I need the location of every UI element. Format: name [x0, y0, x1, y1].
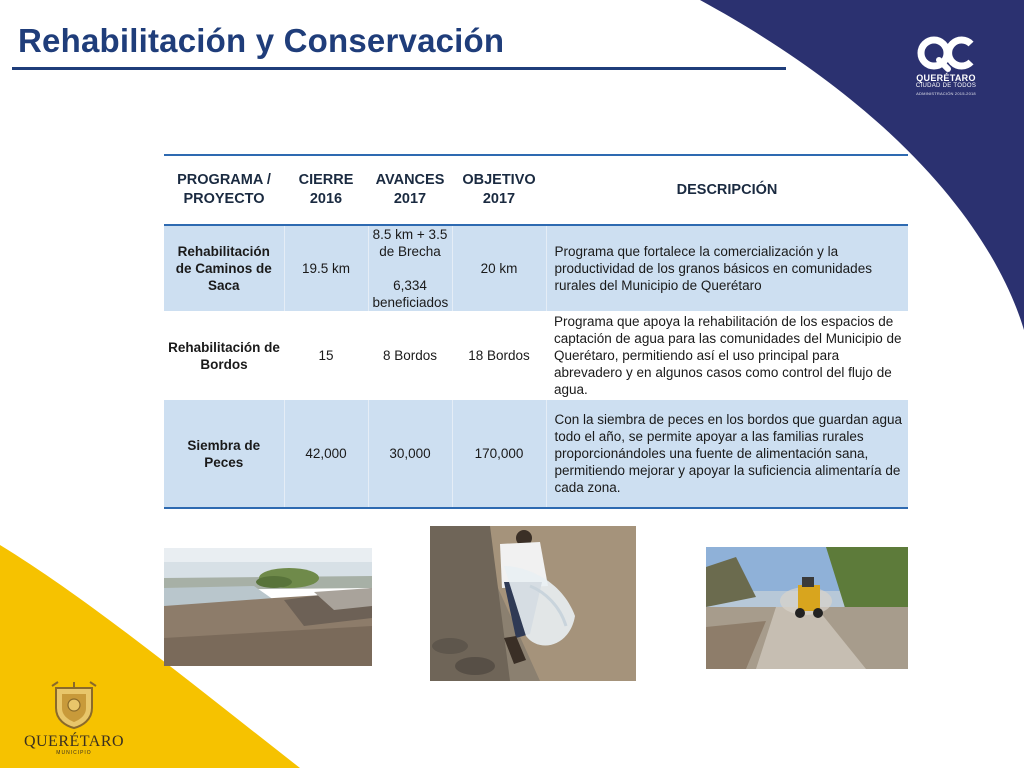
logo-tagline: CIUDAD DE TODOS	[915, 83, 977, 89]
table-row	[164, 400, 908, 508]
cell-programa: Rehabilitación de Caminos de Saca	[164, 225, 284, 311]
cell-objetivo: 18 Bordos	[468, 348, 530, 363]
programs-table	[164, 154, 908, 509]
cell-avances-line2: 6,334 beneficiados	[372, 278, 449, 310]
cell-objetivo: 20 km	[452, 225, 546, 311]
emblem-name: QUERÉTARO	[23, 733, 125, 750]
photo-siembra-peces	[430, 526, 636, 681]
cell-avances: 8 Bordos	[382, 348, 438, 363]
cell-avances: 30,000	[368, 400, 452, 508]
photo-camino-saca	[706, 547, 908, 669]
title-underline	[12, 67, 786, 70]
municipio-emblem	[22, 680, 126, 756]
header-avances: AVANCES 2017	[375, 172, 445, 207]
table-row	[164, 311, 908, 400]
header-descripcion: DESCRIPCIÓN	[676, 181, 778, 198]
cell-descripcion: Con la siembra de peces en los bordos que guardan agua todo el año, se permite apoyar a las familias rurales proporcionándoles una fuente de alimentación sana, permitiendo mejorar y apoyar la suficiencia alimentaría de cada zona.	[546, 400, 908, 508]
cell-cierre: 15	[318, 348, 334, 363]
queretaro-logo	[910, 36, 982, 96]
table-header-row	[164, 155, 908, 225]
emblem-sub: MUNICIPIO	[56, 750, 92, 756]
cell-avances-line1: 8.5 km + 3.5 de Brecha	[372, 227, 448, 259]
coat-of-arms-icon	[48, 680, 100, 730]
header-objetivo: OBJETIVO 2017	[462, 172, 536, 207]
page-title: Rehabilitación y Conservación	[18, 22, 505, 59]
photo-bordo	[164, 548, 372, 666]
qc-logo-icon	[917, 36, 975, 72]
cell-descripcion: Programa que apoya la rehabilitación de los espacios de captación de agua para las comunidades del Municipio de Querétaro, permitiendo así el uso principal para abrevadero y en algunos casos como control del flujo de agua.	[554, 314, 902, 397]
logo-small-text: ADMINISTRACIÓN 2015-2018	[916, 91, 976, 96]
cell-cierre: 42,000	[284, 400, 368, 508]
cell-programa: Siembra de Peces	[164, 400, 284, 508]
header-programa: PROGRAMA / PROYECTO	[177, 172, 271, 207]
cell-descripcion: Programa que fortalece la comercialización y la productividad de los granos básicos en comunidades rurales del Municipio de Querétaro	[546, 225, 908, 311]
cell-objetivo: 170,000	[452, 400, 546, 508]
cell-avances	[368, 225, 452, 311]
header-cierre: CIERRE 2016	[298, 172, 354, 207]
cell-cierre: 19.5 km	[284, 225, 368, 311]
logo-name: QUERÉTARO	[916, 73, 976, 83]
table-row	[164, 225, 908, 311]
cell-programa: Rehabilitación de Bordos	[168, 339, 280, 372]
